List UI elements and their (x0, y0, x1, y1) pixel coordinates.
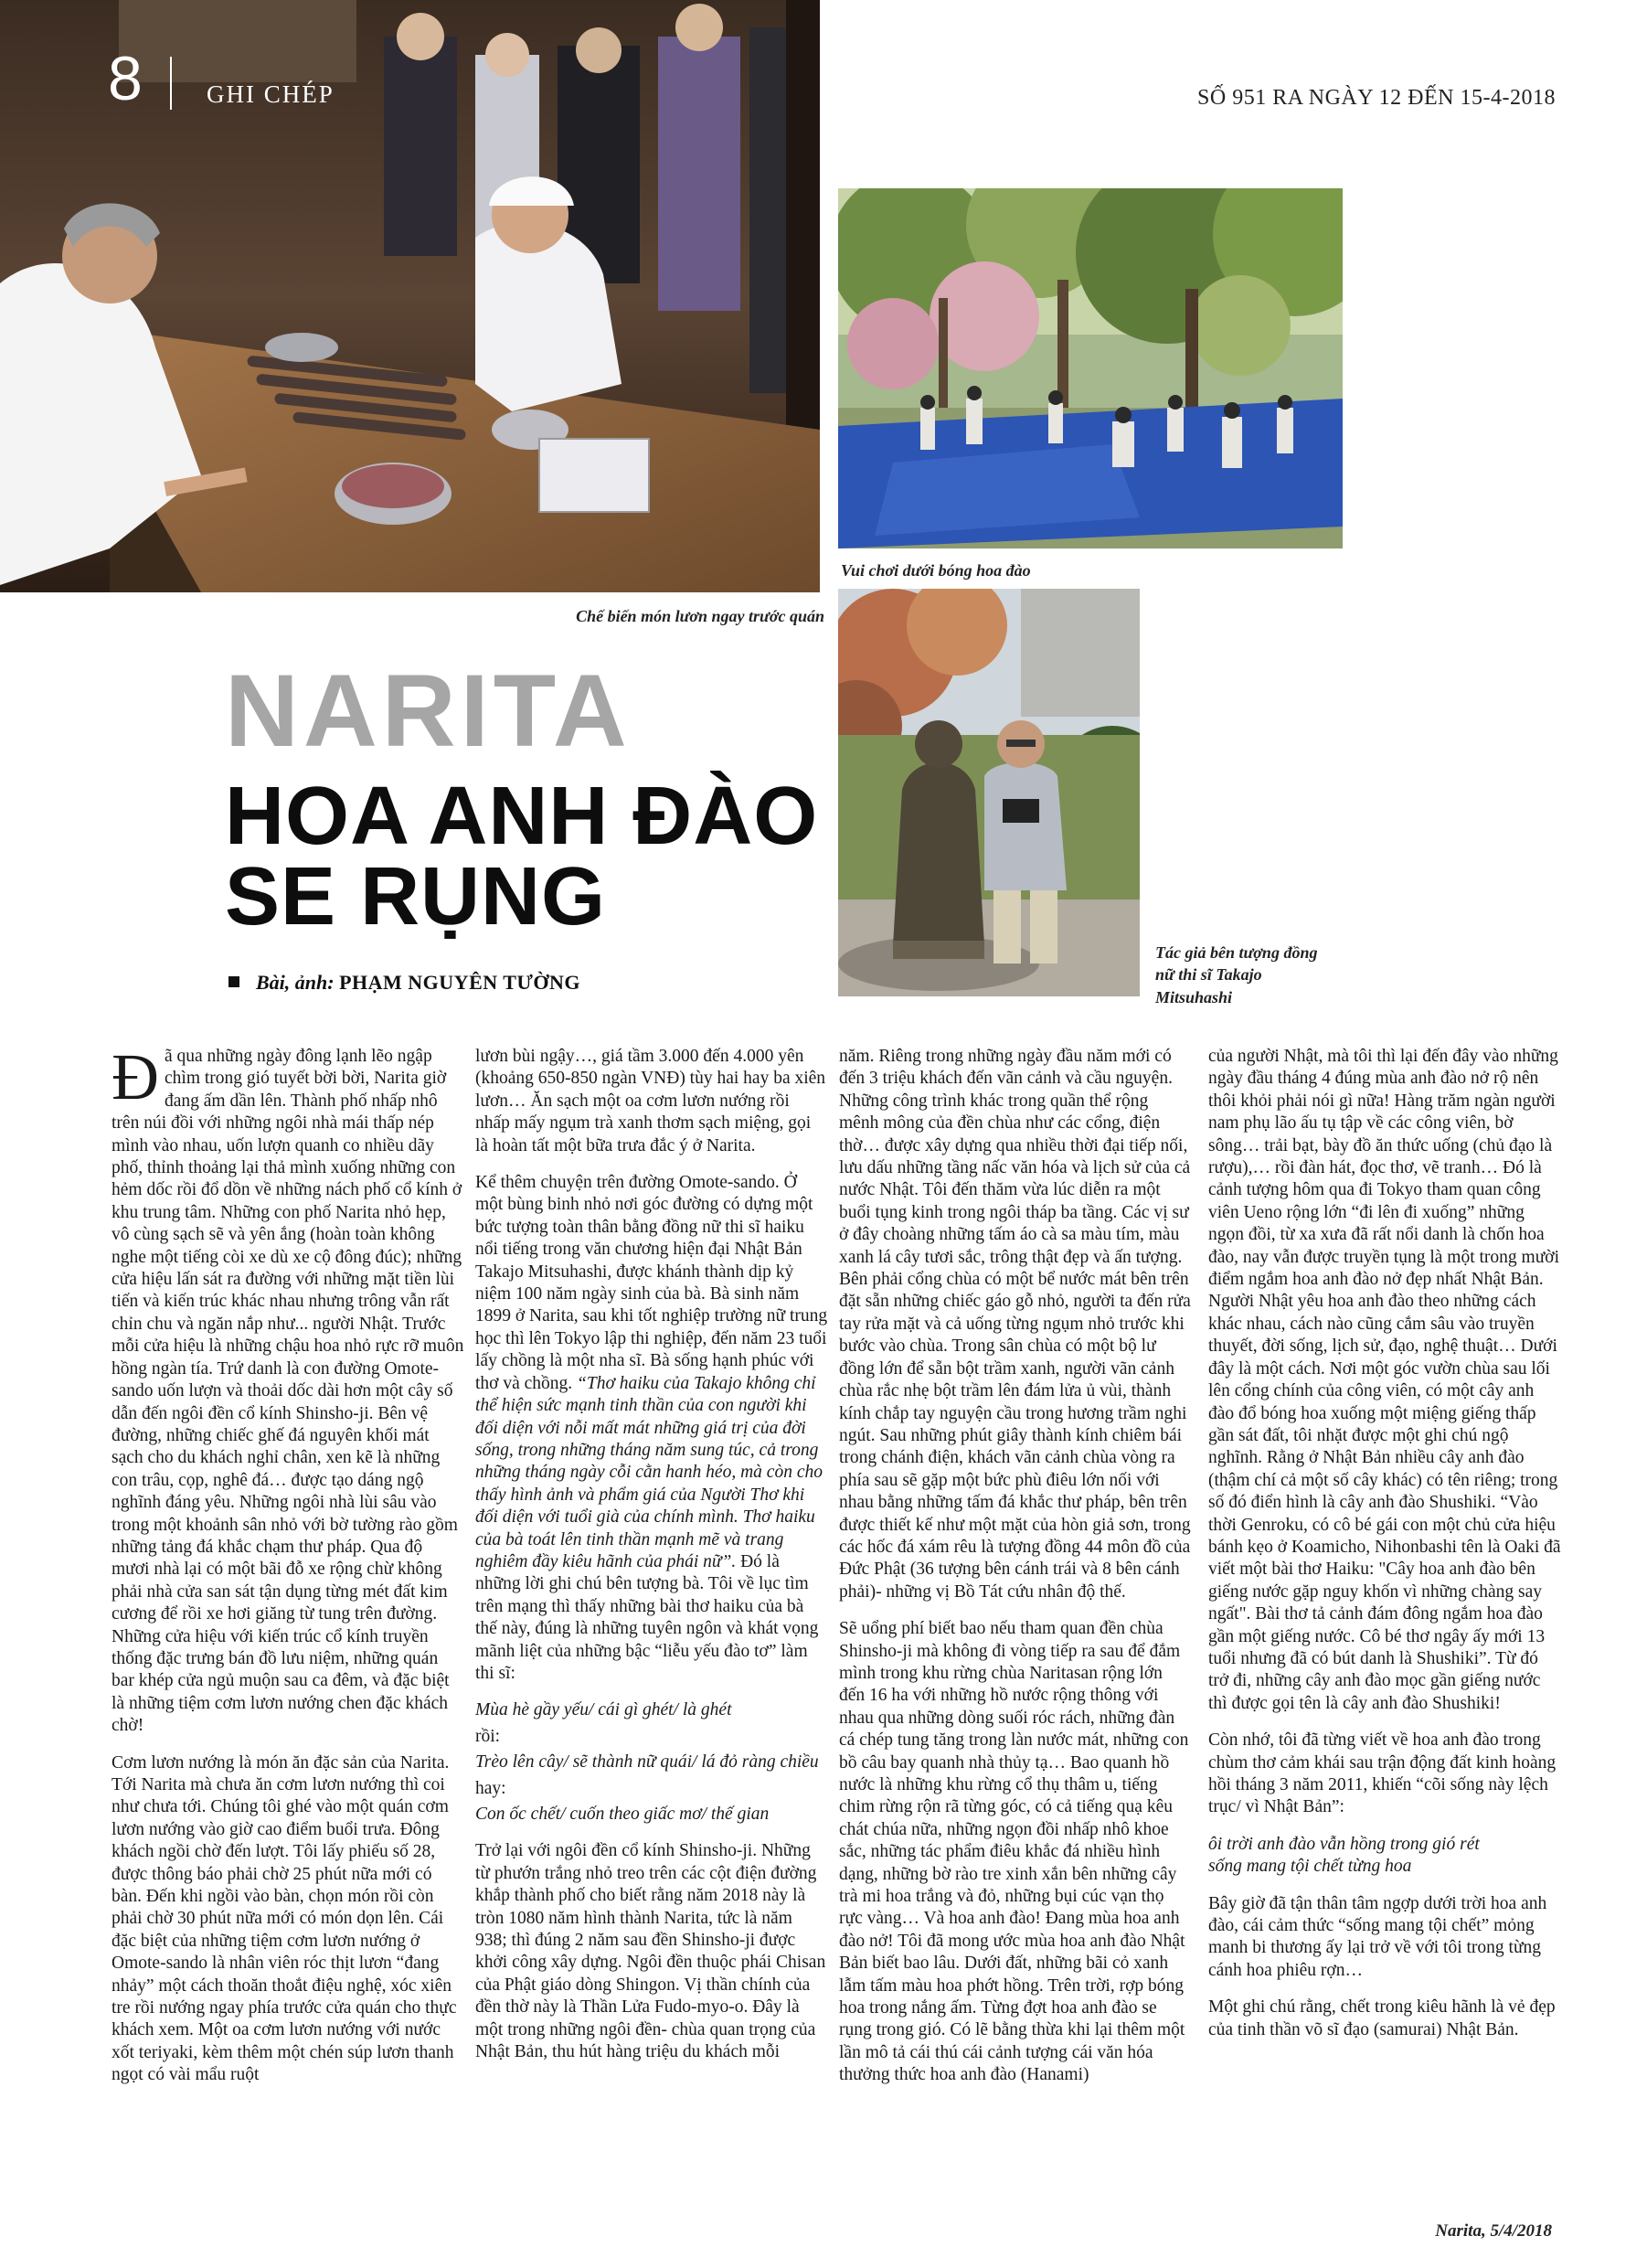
drop-cap: Đ (112, 1040, 159, 1113)
paragraph: Trở lại với ngôi đền cổ kính Shinsho-ji. Những từ phướn trắng nhỏ treo trên các cột điện đường khắp thành phố cho biết rằng năm 2018 này là tròn 1080 năm hình thành Narita, tức là năm 938; thì đúng 2 năm sau đền Shinsho-ji được khởi công xây dựng. Ngôi đền thuộc phái Chisan của Phật giáo dòng Shingon. Vị thần chính của đền thờ này là Thần Lửa Fudo-myo-o. Đây là một trong những ngôi đền- chùa quan trọng của Nhật Bản, thu hút hàng triệu du khách mỗi (475, 1841, 826, 2062)
caption-eel: Chế biến món lươn ngay trước quán (576, 607, 824, 625)
header-divider (170, 57, 172, 110)
paragraph: Cơm lươn nướng là món ăn đặc sản của Narita. Tới Narita mà chưa ăn cơm lươn nướng thì coi như chưa tới. Chúng tôi ghé vào một quán cơm lươn nướng vào giờ cao điểm buổi trưa. Đông khách ngồi chờ đến lượt. Tôi lấy phiếu số 28, được thông báo phải chờ 25 phút nữa mới có bàn. Đến khi ngồi vào bàn, chọn món rồi còn phải chờ 30 phút nữa mới có món dọn lên. Cái đặc biệt của những tiệm cơm lươn nướng ở Omote-sando là nhân viên róc thịt lươn “đang nhảy” một cách thoăn thoắt điệu nghệ, xóc xiên tre rồi nướng ngay phía trước cửa quán cho thực khách xem. Một oa cơm lươn nướng với nước xốt teriyaki, kèm thêm một chén súp lươn thanh ngọt có vài mẩu ruột (112, 1752, 457, 2085)
column-2 (475, 1046, 828, 2078)
caption-park: Vui chơi dưới bóng hoa đào (841, 561, 1031, 580)
issue-info: SỐ 951 RA NGÀY 12 ĐẾN 15-4-2018 (1197, 86, 1556, 110)
poem: ôi trời anh đào vẫn hồng trong gió rét sống mang tội chết từng hoa (1208, 1834, 1480, 1877)
paragraph: Kể thêm chuyện trên đường Omote-sando. Ở một bùng binh nhỏ nơi góc đường có dựng một bức tượng toàn thân bằng đồng nữ thi sĩ haiku nổi tiếng trong văn chương hiện đại Nhật Bản Takajo Mitsuhashi, được khánh thành dịp kỷ niệm 100 năm ngày sinh của bà. Bà sinh năm 1899 ở Narita, sau khi tốt nghiệp trường nữ trung học thì lên Tokyo lập thi nghiệp, đến năm 23 tuổi lấy chồng là một nha sĩ. Bà sống hạnh phúc với thơ và chồng. “Thơ haiku của Takajo không chỉ thể hiện sức mạnh tinh thần của con người khi đối diện với nỗi mất mát những giá trị của đời sống, trong những tháng năm sung túc, cả trong những tháng ngày cỗi cằn hanh héo, mà còn cho thấy hình ảnh và phẩm giá của Người Thơ khi đối diện với tuổi già của chính mình. Thơ haiku của bà toát lên tinh thần mạnh mẽ và trang nghiêm đầy kiêu hãnh của phái nữ”. Đó là những lời ghi chú bên tượng bà. Tôi về lục tìm trên mạng thì thấy những bài thơ haiku của bà thế này, đúng là những tuyên ngôn và khát vọng mãnh liệt của những bậc “liễu yếu đào tơ” làm thi sĩ: (475, 1173, 828, 1683)
title-line-3: SE RỤNG (225, 851, 607, 942)
haiku-1: Mùa hè gầy yếu/ cái gì ghét/ là ghét (475, 1700, 732, 1720)
title-line-2: HOA ANH ĐÀO (225, 771, 819, 862)
caption-statue: Tác giả bên tượng đồng nữ thi sĩ Takajo Mitsuhashi (1155, 943, 1318, 1006)
haiku-3: Con ốc chết/ cuốn theo giấc mơ/ thế gian (475, 1805, 770, 1824)
paragraph: của người Nhật, mà tôi thì lại đến đây vào những ngày đầu tháng 4 đúng mùa anh đào nở rộ nên thôi khỏi phải nói gì nữa! Hàng trăm ngàn người nam phụ lão ấu tụ tập về các công viên, bờ sông… trải bạt, bày đồ ăn thức uống (chủ đạo là rượu),… rồi đàn hát, đọc thơ, vẽ tranh… Đó là cảnh tượng hôm qua đi Tokyo tham quan công viên Ueno rộng lớn “đi lên đi xuống” những ngọn đồi, từ xa xưa đã rất nổi danh là chốn hoa đào, nay vẫn được truyền tụng là một trong mười điểm ngắm hoa anh đào nở đẹp nhất Nhật Bản. Người Nhật yêu hoa anh đào theo những cách khác nhau, cách nào cũng cắm sâu vào truyền thuyết, đời sống, lịch sử, đạo, nghệ thuật… Dưới đây là một cách. Nơi một góc vườn chùa sau lối lên cổng chính của công viên, có một cây anh đào đổ bóng hoa xuống một miệng giếng thấp gần sát đất, tôi nhặt được một ghi chú ngộ nghĩnh. Rằng ở Nhật Bản nhiều cây anh đào (thậm chí cả một số cây khác) có tên riêng; trong số đó điển hình là cây anh đào Shushiki. “Vào thời Genroku, có cô bé gái con một chủ cửa hiệu bánh kẹo ở Koamicho, Nihonbashi tên là Oaki đã viết một bài thơ Haiku: "Cây hoa anh đào bên giếng nước gặp nguy khốn vì những chàng say ngất". Bài thơ tả cảnh đám đông ngắm hoa đào gần một giếng nước. Cô bé thơ ngây ấy mới 13 tuổi nhưng đã có bút danh là Shushiki”. Từ đó trở đi, những cây anh đào mọc gần giếng nước thì được gọi tên là cây anh đào Shushiki! (1208, 1047, 1561, 1713)
haiku-2: Trèo lên cây/ sẽ thành nữ quái/ lá đỏ ràng chiều (475, 1752, 819, 1773)
byline-label: Bài, ảnh: (256, 971, 335, 994)
title-line-1: NARITA (225, 654, 632, 768)
photo-statue (838, 589, 1140, 996)
quote: “Thơ haiku của Takajo không chỉ thể hiện sức mạnh tinh thần của con người khi đối diện với nỗi mất mát những giá trị của đời sống, trong những tháng năm sung túc, cả trong những tháng ngày cỗi cằn hanh héo, mà còn cho thấy hình ảnh và phẩm giá của Người Thơ khi đối diện với tuổi già của chính mình. Thơ haiku của bà toát lên tinh thần mạnh mẽ và trang nghiêm đầy kiêu hãnh của phái nữ”. (475, 1373, 823, 1571)
paragraph: lươn bùi ngậy…, giá tầm 3.000 đến 4.000 yên (khoảng 650-850 ngàn VNĐ) tùy hai hay ba xiên lươn… Ăn sạch một oa cơm lươn nướng rồi nhấp mấy ngụm trà xanh thơm sạch miệng, gọi là hoàn tất một bữa trưa đắc ý ở Narita. (475, 1047, 826, 1155)
connector: rồi: (475, 1726, 501, 1746)
page-number: 8 (108, 44, 143, 113)
column-4 (1208, 1046, 1561, 2056)
paragraph: Một ghi chú rằng, chết trong kiêu hãnh là vẻ đẹp của tinh thần võ sĩ đạo (samurai) Nhật Bản. (1208, 1997, 1556, 2039)
paragraph: Sẽ uổng phí biết bao nếu tham quan đền chùa Shinsho-ji mà không đi vòng tiếp ra sau để đắm mình trong khu rừng chùa Naritasan rộng lớn đến 16 ha với những hồ nước rộng thông với nhau qua những dòng suối róc rách, những đàn cá chép tung tăng trong làn nước mát, những con bồ câu bay quanh nhà thủy tạ… Bao quanh hồ nước là những khu rừng cổ thụ thâm u, tiếng chim rừng rộn rã từng góc, có cả tiếng quạ kêu chát chúa nữa, những ngọn đồi nhấp nhô khoe sắc, những tác phẩm điêu khắc đá nhiều hình dạng, những bờ rào tre xinh xắn bên những cây trà mi hoa trắng và đỏ, những bụi cúc vạn thọ rực vàng… Và hoa anh đào! Đang mùa hoa anh đào nở! Tôi đã mong ước mùa hoa anh đào Nhật Bản biết bao lâu. Dưới đất, những bãi cỏ xanh lẫm tấm màu hoa phớt hồng. Trên trời, rợp bóng hoa trong nắng ấm. Từng đợt hoa anh đào se rụng trong gió. Có lẽ bằng thừa khi lại thêm một lần mô tả cái thú cái cảnh tượng cái văn hóa thưởng thức hoa anh đào (Hanami) (839, 1619, 1189, 2085)
signature: Narita, 5/4/2018 (1435, 2221, 1552, 2241)
column-1 (112, 1040, 464, 2102)
paragraph: Còn nhớ, tôi đã từng viết về hoa anh đào trong chùm thơ cảm khái sau trận động đất kinh hoàng hồi tháng 3 năm 2011, khiến “cõi sống này lệch trục/ vì Nhật Bản”: (1208, 1730, 1557, 1817)
section-label: GHI CHÉP (207, 80, 335, 108)
byline-bullet (228, 976, 239, 987)
paragraph: Bây giờ đã tận thân tâm ngợp dưới trời hoa anh đào, cái cảm thức “sống mang tội chết” mỏng manh bi thương ấy lại trở về với tôi trong từng cánh hoa phiêu rợn… (1208, 1893, 1547, 1980)
photo-park-picnic (838, 188, 1343, 548)
connector: hay: (475, 1778, 506, 1798)
column-3 (839, 1046, 1192, 2102)
byline (228, 971, 580, 995)
byline-author: PHẠM NGUYÊN TƯỜNG (339, 971, 581, 994)
paragraph: Đã qua những ngày đông lạnh lẽo ngập chìm trong gió tuyết bời bời, Narita giờ đang ấm dần lên. Thành phố nhấp nhô trên núi đồi với những ngôi nhà mái thấp nép mình vào nhau, uốn lượn quanh co nhiều dãy phố, thỉnh thoảng lại thả mình xuống những con hẻm dốc rồi đổ dồn về những nách phố cổ kính ở khu trung tâm. Những con phố Narita nhỏ hẹp, vô cùng sạch sẽ và yên ắng (hoàn toàn không nghe một tiếng còi xe dù xe cộ đông đúc); những cửa hiệu lấn sát ra đường với những mặt tiền lùi tiến và kiến trúc khác nhau nhưng trông vẫn rất chỉn chu và ngăn nắp như... người Nhật. Trước mỗi cửa hiệu là những chậu hoa nhỏ rực rỡ muôn hồng ngàn tía. Trứ danh là con đường Omote-sando uốn lượn và thoải dốc dài hơn một cây số dẫn đến ngôi đền cổ kính Shinsho-ji. Bên vệ đường, những chiếc ghế đá nguyên khối mát sạch cho du khách nghỉ chân, xen kẽ là những con trâu, cọp, nghê đá… được tạo dáng ngộ nghĩnh đáng yêu. Những ngôi nhà lùi sâu vào trong một khoảnh sân nhỏ với bờ tường rào gồm những tảng đá khắc chạm thư pháp. Qua độ mươi nhà lại có một bãi đỗ xe rộng chừ không phải nhà cửa san sát tận dụng từng mét đất kim cương để rồi xe hơi giăng từ tung trên đường. Những cửa hiệu với kiến trúc cổ kính truyền thống đặc trưng bán đồ lưu niệm, những quán bar khép cửa ngủ muộn sau ca đêm, và đặc biệt là những tiệm cơm lươn nướng chen đặc khách chờ! (112, 1040, 464, 1736)
paragraph: năm. Riêng trong những ngày đầu năm mới có đến 3 triệu khách đến vãn cảnh và cầu nguyện. Những công trình khác trong quần thể rộng mênh mông của đền chùa như các cổng, điện thờ… được xây dựng qua nhiều thời đại tiếp nối, lưu dấu những tầng nấc văn hóa và lịch sử của cả nước Nhật. Tôi đến thăm vừa lúc diễn ra một buổi tụng kinh trong ngôi tháp ba tầng. Các vị sư ở đây choàng những tấm áo cà sa màu tím, màu xanh lá cây tươi sắc, trông thật đẹp và ấn tượng. Bên phải cổng chùa có một bể nước mát bên trên đặt sẵn những chiếc gáo gỗ nhỏ, người ta đến rửa tay rửa mặt và cả uống từng ngụm nhỏ trước khi bước vào chùa. Trong sân chùa có một bộ lư đồng lớn để sẵn bột trầm xanh, người vãn cảnh chùa rắc nhẹ bột trầm lên đám lửa ủ vùi, thành kính chắp tay nguyện cầu trong hương trầm nghi ngút. Sau những phút giây thành kính chiêm bái trong chánh điện, khách vãn cảnh chùa vòng ra phía sau sẽ gặp một bức phù điêu lớn nối với nhau bằng những tấm đá khắc thư pháp, bên trên được thiết kế như một mặt của hòn giả sơn, trong các hốc đá xám rêu là tượng đồng 44 môn đồ của Đức Phật (36 tượng bên cánh trái và 8 bên cánh phải)- những vị Bồ Tát cứu nhân độ thế. (839, 1047, 1191, 1602)
